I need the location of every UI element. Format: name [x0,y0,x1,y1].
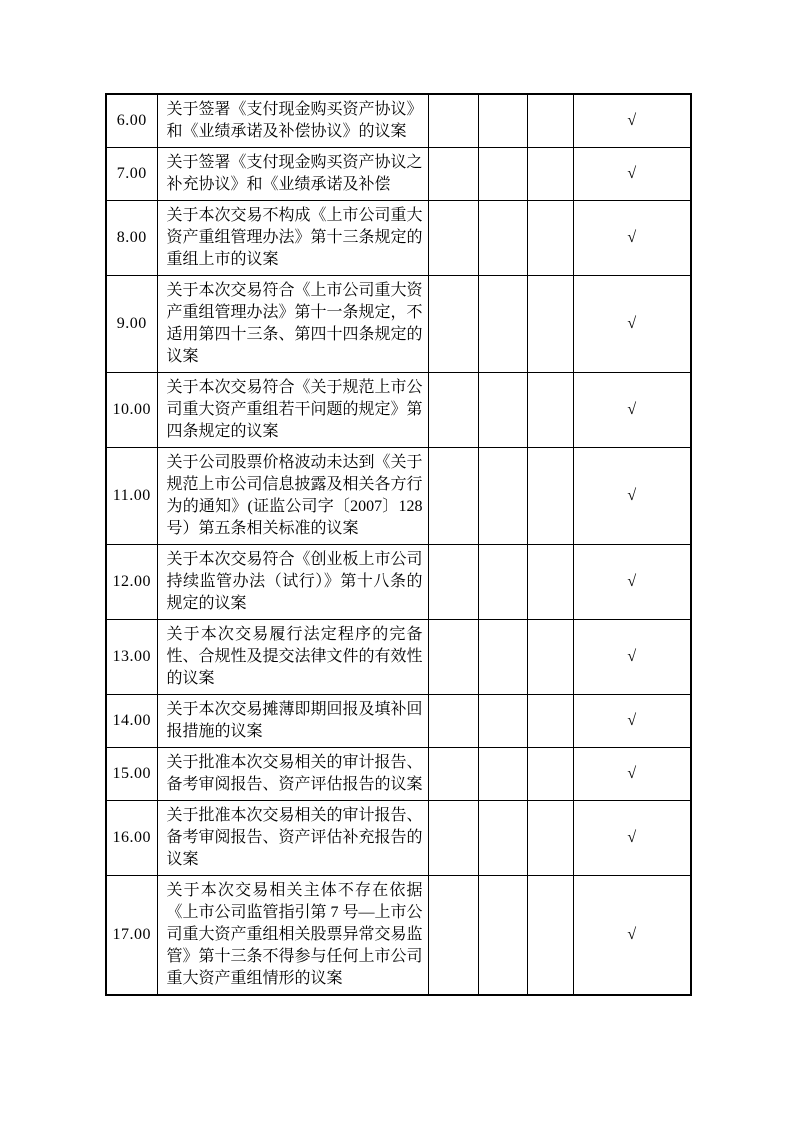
table-row [106,620,691,695]
table-row [106,748,691,801]
vote-checkmark-cell: √ [573,201,691,276]
empty-cell-3 [527,545,573,620]
empty-cell-3 [527,695,573,748]
empty-cell-3 [527,201,573,276]
empty-cell-3 [527,876,573,996]
proposal-number-cell: 12.00 [106,545,157,620]
empty-cell-1 [428,620,478,695]
table-row [106,276,691,373]
empty-cell-1 [428,276,478,373]
empty-cell-1 [428,201,478,276]
table-row [106,801,691,876]
table-row [106,148,691,201]
proposal-text-cell: 关于批准本次交易相关的审计报告、备考审阅报告、资产评估补充报告的议案 [157,801,428,876]
vote-checkmark-cell: √ [573,373,691,448]
proposal-number-cell: 17.00 [106,876,157,996]
empty-cell-3 [527,373,573,448]
empty-cell-1 [428,876,478,996]
empty-cell-2 [478,373,527,448]
vote-checkmark-cell: √ [573,620,691,695]
vote-checkmark-cell: √ [573,876,691,996]
empty-cell-1 [428,801,478,876]
table-row [106,695,691,748]
proposal-number-cell: 8.00 [106,201,157,276]
proposal-text-cell: 关于本次交易履行法定程序的完备性、合规性及提交法律文件的有效性的议案 [157,620,428,695]
empty-cell-2 [478,148,527,201]
empty-cell-2 [478,448,527,545]
table-row [106,876,691,996]
empty-cell-3 [527,620,573,695]
empty-cell-2 [478,201,527,276]
proposal-number-cell: 7.00 [106,148,157,201]
proposal-text-cell: 关于本次交易不构成《上市公司重大资产重组管理办法》第十三条规定的重组上市的议案 [157,201,428,276]
proposal-text-cell: 关于签署《支付现金购买资产协议》和《业绩承诺及补偿协议》的议案 [157,94,428,148]
vote-checkmark-cell: √ [573,148,691,201]
vote-checkmark-cell: √ [573,94,691,148]
proposal-number-cell: 16.00 [106,801,157,876]
empty-cell-2 [478,748,527,801]
empty-cell-1 [428,448,478,545]
proposal-table-body [106,94,691,995]
proposal-text-cell: 关于本次交易摊薄即期回报及填补回报措施的议案 [157,695,428,748]
empty-cell-1 [428,695,478,748]
proposal-table [105,93,692,996]
proposal-text-cell: 关于批准本次交易相关的审计报告、备考审阅报告、资产评估报告的议案 [157,748,428,801]
proposal-number-cell: 11.00 [106,448,157,545]
table-row [106,94,691,148]
empty-cell-1 [428,94,478,148]
proposal-number-cell: 15.00 [106,748,157,801]
empty-cell-3 [527,801,573,876]
proposal-number-cell: 6.00 [106,94,157,148]
table-row [106,201,691,276]
empty-cell-3 [527,276,573,373]
empty-cell-3 [527,148,573,201]
vote-checkmark-cell: √ [573,276,691,373]
proposal-number-cell: 10.00 [106,373,157,448]
empty-cell-1 [428,148,478,201]
proposal-number-cell: 9.00 [106,276,157,373]
empty-cell-2 [478,545,527,620]
table-row [106,373,691,448]
vote-checkmark-cell: √ [573,448,691,545]
proposal-text-cell: 关于公司股票价格波动未达到《关于规范上市公司信息披露及相关各方行为的通知》(证监公司字〔2007〕128 号）第五条相关标准的议案 [157,448,428,545]
empty-cell-1 [428,748,478,801]
empty-cell-2 [478,276,527,373]
vote-checkmark-cell: √ [573,545,691,620]
vote-checkmark-cell: √ [573,695,691,748]
proposal-text-cell: 关于本次交易相关主体不存在依据《上市公司监管指引第 7 号—上市公司重大资产重组相关股票异常交易监管》第十三条不得参与任何上市公司重大资产重组情形的议案 [157,876,428,996]
vote-checkmark-cell: √ [573,801,691,876]
empty-cell-3 [527,448,573,545]
table-row [106,448,691,545]
table-row [106,545,691,620]
empty-cell-2 [478,876,527,996]
proposal-text-cell: 关于本次交易符合《上市公司重大资产重组管理办法》第十一条规定，不适用第四十三条、第四十四条规定的议案 [157,276,428,373]
empty-cell-2 [478,801,527,876]
empty-cell-1 [428,373,478,448]
proposal-text-cell: 关于本次交易符合《关于规范上市公司重大资产重组若干问题的规定》第四条规定的议案 [157,373,428,448]
empty-cell-3 [527,94,573,148]
empty-cell-2 [478,94,527,148]
proposal-text-cell: 关于签署《支付现金购买资产协议之补充协议》和《业绩承诺及补偿 [157,148,428,201]
empty-cell-3 [527,748,573,801]
vote-checkmark-cell: √ [573,748,691,801]
proposal-text-cell: 关于本次交易符合《创业板上市公司持续监管办法（试行）》第十八条的规定的议案 [157,545,428,620]
proposal-number-cell: 13.00 [106,620,157,695]
empty-cell-2 [478,620,527,695]
empty-cell-1 [428,545,478,620]
proposal-number-cell: 14.00 [106,695,157,748]
empty-cell-2 [478,695,527,748]
